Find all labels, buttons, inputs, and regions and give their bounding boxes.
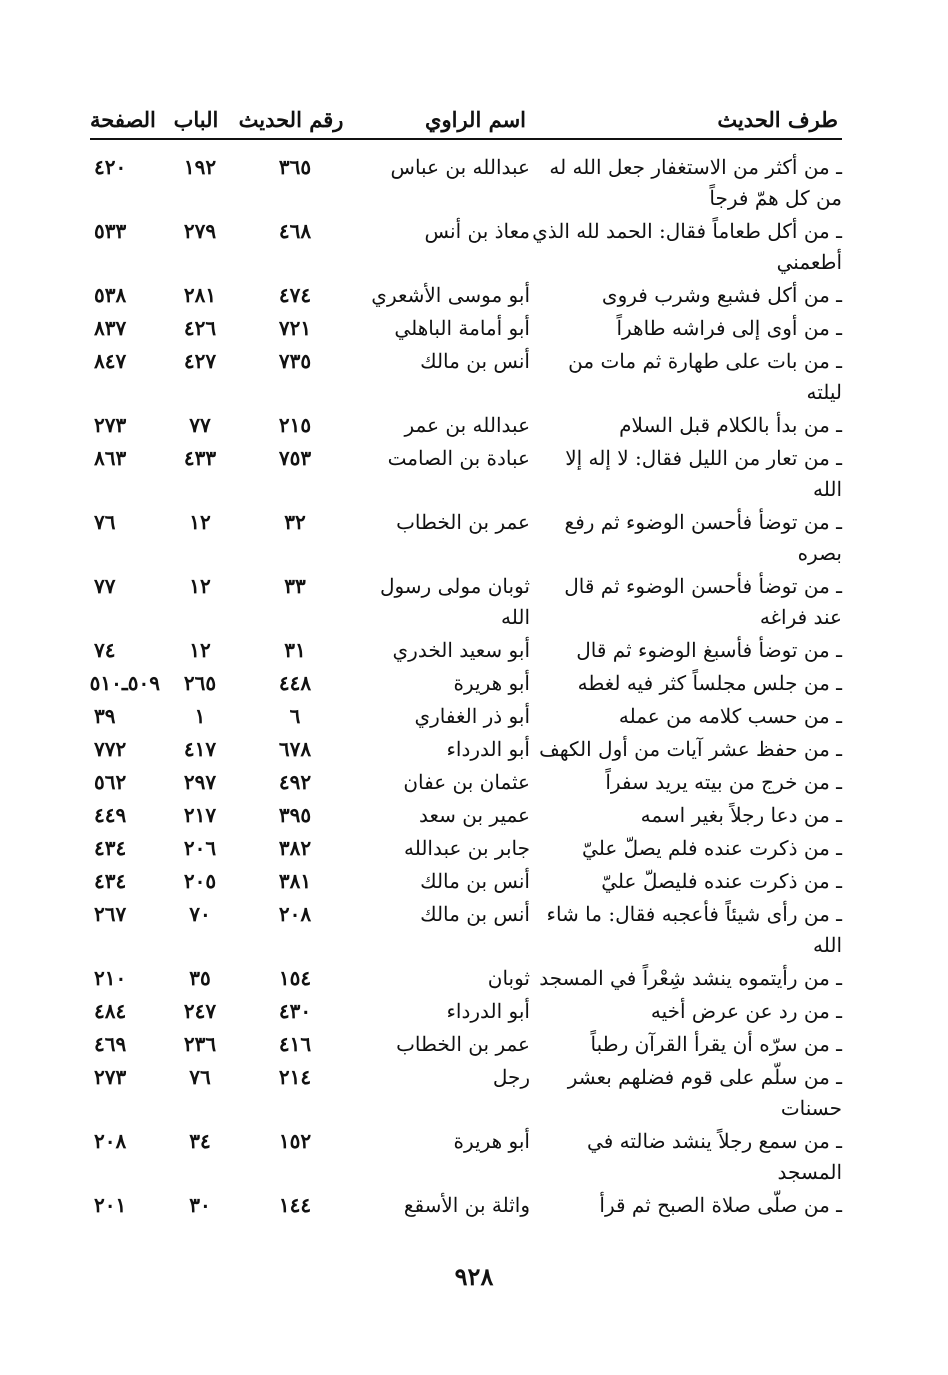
header-page: الصفحة — [90, 107, 156, 132]
cell-page: ٥٦٢ — [94, 770, 127, 794]
cell-rawi: عبدالله بن عباس — [390, 155, 530, 179]
header-raqm: رقم الحديث — [238, 107, 344, 132]
cell-bab: ٧٠ — [189, 902, 211, 926]
cell-page: ٨٦٣ — [94, 446, 127, 470]
cell-bab: ٢١٧ — [183, 803, 217, 827]
cell-bab: ٧٦ — [189, 1065, 211, 1089]
cell-hadith: ـ من رأيتموه ينشد شِعْراً في المسجد — [539, 966, 842, 990]
cell-bab: ٢٠٦ — [183, 836, 217, 860]
cell-bab: ١٩٢ — [183, 155, 217, 179]
cell-page: ٢٠١ — [94, 1193, 127, 1217]
table-row — [90, 1190, 842, 1221]
cell-hadith: ـ من توضأ فأسبغ الوضوء ثم قال — [576, 638, 842, 662]
table-row — [90, 767, 842, 798]
cell-raqm: ٣٢ — [284, 510, 306, 534]
cell-raqm: ٢١٥ — [278, 413, 312, 437]
table-row — [90, 313, 842, 344]
cell-rawi: أنس بن مالك — [420, 869, 530, 893]
cell-rawi: معاذ بن أنس — [424, 219, 530, 243]
cell-page: ٥٣٨ — [94, 283, 127, 307]
table-row — [90, 410, 842, 441]
cell-bab: ٢٣٦ — [183, 1032, 217, 1056]
cell-page: ٧٤ — [94, 638, 116, 662]
cell-hadith: ـ من توضأ فأحسن الوضوء ثم قال عند فراغه — [564, 574, 842, 629]
cell-page: ٢٧٣ — [94, 413, 127, 437]
cell-rawi: أبو ذر الغفاري — [414, 704, 530, 728]
cell-hadith: ـ من ذكرت عنده فلم يصلّ عليّ — [582, 836, 842, 860]
table-row — [90, 152, 842, 214]
cell-rawi: عمير بن سعد — [419, 803, 530, 827]
cell-page: ٥٣٣ — [94, 219, 127, 243]
cell-hadith: ـ من دعا رجلاً بغير اسمه — [640, 803, 842, 827]
cell-rawi: أنس بن مالك — [420, 902, 530, 926]
cell-raqm: ٤١٦ — [278, 1032, 312, 1056]
cell-rawi: ثوبان — [487, 966, 530, 990]
cell-rawi: أبو موسى الأشعري — [371, 283, 530, 307]
cell-raqm: ٢٠٨ — [278, 902, 312, 926]
cell-raqm: ٣٨٢ — [278, 836, 312, 860]
cell-page: ٧٧٢ — [94, 737, 127, 761]
cell-page: ٤٣٤ — [94, 869, 127, 893]
cell-bab: ٤٢٦ — [183, 316, 217, 340]
cell-hadith: ـ من بدأ بالكلام قبل السلام — [619, 413, 842, 437]
cell-page: ٤٦٩ — [94, 1032, 127, 1056]
cell-page: ٢١٠ — [94, 966, 127, 990]
cell-raqm: ٤٧٤ — [278, 283, 312, 307]
cell-bab: ٢٠٥ — [183, 869, 217, 893]
cell-raqm: ٣٩٥ — [278, 803, 312, 827]
cell-raqm: ٣١ — [284, 638, 306, 662]
cell-bab: ٢٨١ — [183, 283, 217, 307]
table-row — [90, 571, 842, 633]
table-header — [90, 96, 842, 140]
cell-hadith: ـ من حفظ عشر آيات من أول الكهف — [539, 737, 842, 761]
table-row — [90, 734, 842, 765]
table-row — [90, 1126, 842, 1188]
cell-bab: ٣٥ — [189, 966, 211, 990]
cell-page: ٢٠٨ — [94, 1129, 127, 1153]
cell-hadith: ـ من صلّى صلاة الصبح ثم قرأ — [599, 1193, 842, 1217]
cell-rawi: واثلة بن الأسقع — [403, 1193, 530, 1217]
index-table — [90, 96, 842, 1223]
cell-page: ٨٤٧ — [94, 349, 127, 373]
table-row — [90, 701, 842, 732]
cell-hadith: ـ من حسب كلامه من عمله — [618, 704, 842, 728]
cell-rawi: عبادة بن الصامت — [387, 446, 530, 470]
table-row — [90, 668, 842, 699]
cell-bab: ٢٧٩ — [183, 219, 217, 243]
cell-raqm: ٣٦٥ — [278, 155, 312, 179]
cell-raqm: ١٤٤ — [278, 1193, 312, 1217]
cell-hadith: ـ من أكل طعاماً فقال: الحمد لله الذي أطعمني — [532, 219, 842, 274]
cell-raqm: ٤٣٠ — [278, 999, 312, 1023]
cell-page: ٢٦٧ — [94, 902, 127, 926]
cell-bab: ٣٠ — [189, 1193, 211, 1217]
header-bab: الباب — [173, 107, 219, 132]
cell-bab: ١٢ — [189, 510, 211, 534]
cell-bab: ٢٤٧ — [183, 999, 217, 1023]
header-hadith: طرف الحديث — [717, 107, 838, 132]
cell-rawi: عبدالله بن عمر — [404, 413, 530, 437]
cell-page: ٧٧ — [94, 574, 116, 598]
cell-rawi: أبو الدرداء — [446, 999, 530, 1023]
cell-bab: ١ — [194, 704, 206, 728]
cell-page: ٤٤٩ — [94, 803, 127, 827]
cell-hadith: ـ من أكثر من الاستغفار جعل الله له من كل همّ فرجاً — [549, 155, 842, 210]
table-row — [90, 866, 842, 897]
cell-rawi: أبو أمامة الباهلي — [394, 316, 530, 340]
cell-raqm: ٦ — [289, 704, 301, 728]
cell-bab: ٢٦٥ — [183, 671, 217, 695]
cell-hadith: ـ من بات على طهارة ثم مات من ليلته — [568, 349, 842, 404]
cell-raqm: ٧٥٣ — [278, 446, 312, 470]
cell-rawi: أبو الدرداء — [446, 737, 530, 761]
cell-raqm: ٦٧٨ — [278, 737, 312, 761]
cell-rawi: ثوبان مولى رسول الله — [379, 574, 530, 629]
cell-hadith: ـ من أوى إلى فراشه طاهراً — [616, 316, 842, 340]
cell-page: ٧٦ — [94, 510, 116, 534]
cell-page: ٤٨٤ — [94, 999, 127, 1023]
cell-hadith: ـ من ذكرت عنده فليصلّ عليّ — [601, 869, 842, 893]
cell-rawi: أبو هريرة — [453, 1129, 530, 1153]
cell-raqm: ١٥٤ — [278, 966, 312, 990]
cell-bab: ١٢ — [189, 574, 211, 598]
cell-raqm: ٤٦٨ — [278, 219, 312, 243]
cell-rawi: جابر بن عبدالله — [403, 836, 530, 860]
table-row — [90, 1029, 842, 1060]
cell-bab: ٣٤ — [189, 1129, 211, 1153]
table-row — [90, 963, 842, 994]
cell-hadith: ـ من خرج من بيته يريد سفراً — [605, 770, 842, 794]
cell-rawi: أبو سعيد الخدري — [392, 638, 530, 662]
cell-hadith: ـ من جلس مجلساً كثر فيه لغطه — [577, 671, 842, 695]
cell-raqm: ٤٩٢ — [278, 770, 312, 794]
table-row — [90, 996, 842, 1027]
cell-raqm: ١٥٢ — [278, 1129, 312, 1153]
cell-rawi: أبو هريرة — [453, 671, 530, 695]
cell-bab: ٤٣٣ — [183, 446, 217, 470]
table-row — [90, 507, 842, 569]
cell-raqm: ٧٣٥ — [278, 349, 312, 373]
cell-raqm: ٢١٤ — [278, 1065, 312, 1089]
cell-hadith: ـ من رأى شيئاً فأعجبه فقال: ما شاء الله — [546, 902, 842, 957]
cell-bab: ١٢ — [189, 638, 211, 662]
cell-page: ٤٢٠ — [94, 155, 127, 179]
header-rawi: اسم الراوي — [425, 107, 526, 132]
cell-hadith: ـ من أكل فشبع وشرب فروى — [601, 283, 842, 307]
cell-page: ٥٠٩ـ٥١٠ — [89, 671, 160, 695]
cell-raqm: ٤٤٨ — [278, 671, 312, 695]
table-row — [90, 216, 842, 278]
cell-hadith: ـ من رد عن عرض أخيه — [650, 999, 842, 1023]
table-row — [90, 1062, 842, 1124]
table-row — [90, 635, 842, 666]
cell-bab: ٢٩٧ — [183, 770, 217, 794]
table-row — [90, 800, 842, 831]
table-row — [90, 280, 842, 311]
cell-rawi: أنس بن مالك — [420, 349, 530, 373]
cell-hadith: ـ من سمع رجلاً ينشد ضالته في المسجد — [587, 1129, 842, 1184]
cell-raqm: ٣٨١ — [278, 869, 312, 893]
cell-raqm: ٧٢١ — [278, 316, 312, 340]
cell-raqm: ٣٣ — [284, 574, 306, 598]
cell-rawi: عمر بن الخطاب — [396, 1032, 530, 1056]
table-row — [90, 443, 842, 505]
cell-rawi: عثمان بن عفان — [403, 770, 530, 794]
table-row — [90, 899, 842, 961]
cell-bab: ٤١٧ — [183, 737, 217, 761]
table-body — [90, 152, 842, 1221]
cell-page: ٢٧٣ — [94, 1065, 127, 1089]
page-number: ٩٢٨ — [454, 1262, 494, 1291]
table-row — [90, 833, 842, 864]
cell-hadith: ـ من توضأ فأحسن الوضوء ثم رفع بصره — [564, 510, 842, 565]
cell-hadith: ـ من تعار من الليل فقال: لا إله إلا الله — [565, 446, 842, 501]
cell-page: ٣٩ — [94, 704, 116, 728]
cell-rawi: رجل — [492, 1065, 530, 1089]
cell-page: ٨٣٧ — [94, 316, 127, 340]
cell-bab: ٤٢٧ — [183, 349, 217, 373]
cell-hadith: ـ من سلّم على قوم فضلهم بعشر حسنات — [567, 1065, 842, 1120]
table-row — [90, 346, 842, 408]
cell-page: ٤٣٤ — [94, 836, 127, 860]
cell-bab: ٧٧ — [189, 413, 211, 437]
cell-hadith: ـ من سرّه أن يقرأ القرآن رطباً — [590, 1032, 842, 1056]
cell-rawi: عمر بن الخطاب — [396, 510, 530, 534]
